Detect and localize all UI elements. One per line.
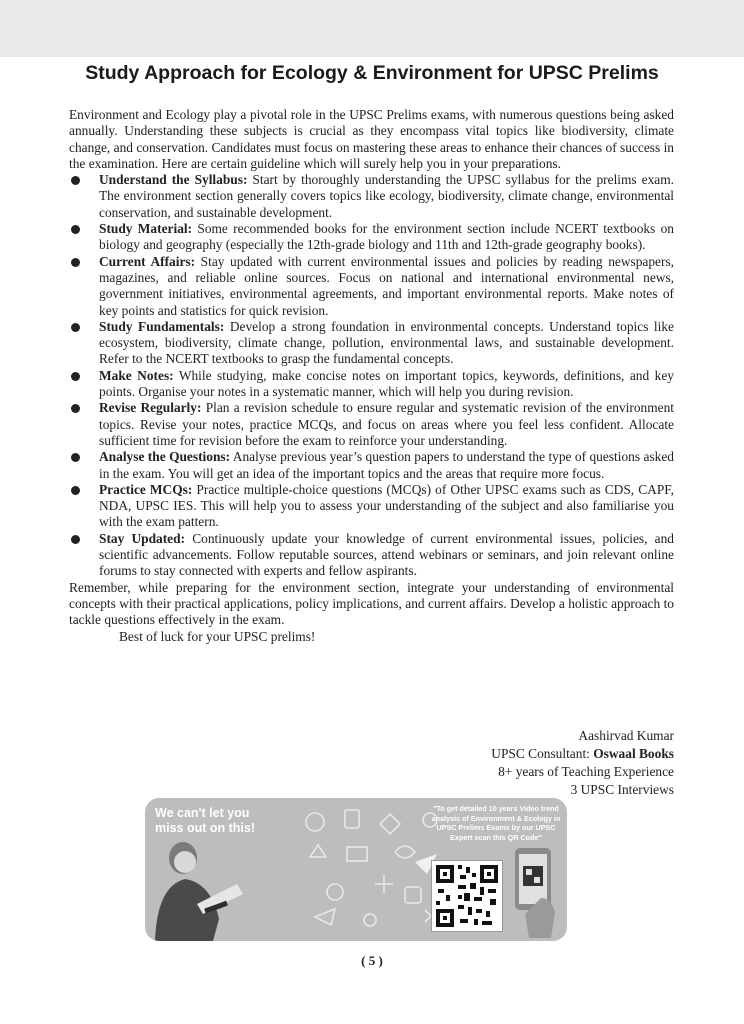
guideline-text: Start by thoroughly understanding the UPSC syllabus for the prelims exam. The environment section generally covers topics like ecology, biodiversity, climate change, environmental conservation, and sustainable development. bbox=[99, 172, 674, 220]
promo-headline-line2: miss out on this! bbox=[155, 821, 255, 835]
guideline-heading: Revise Regularly: bbox=[99, 400, 202, 416]
page-title: Study Approach for Ecology & Environment for UPSC Prelims bbox=[85, 62, 659, 84]
qr-promo-banner[interactable] bbox=[145, 798, 567, 941]
guideline-heading: Current Affairs: bbox=[99, 253, 196, 269]
bullet-icon bbox=[71, 176, 80, 185]
guideline-heading: Analyse the Questions: bbox=[99, 449, 231, 465]
guideline-text: While studying, make concise notes on important topics, keywords, definitions, and key points. Organise your notes in a systematic manner, which will help you during revision. bbox=[99, 367, 674, 400]
promo-headline-line1: We can't let you bbox=[155, 806, 250, 820]
qr-code-icon[interactable] bbox=[431, 860, 503, 932]
bullet-icon bbox=[71, 404, 80, 413]
guideline-item bbox=[69, 400, 674, 449]
guideline-heading: Make Notes: bbox=[99, 367, 174, 383]
guideline-item bbox=[69, 368, 674, 401]
bullet-icon bbox=[71, 323, 80, 332]
author-interviews: 3 UPSC Interviews bbox=[570, 782, 674, 797]
guideline-list bbox=[69, 172, 674, 579]
guideline-item bbox=[69, 172, 674, 221]
phone-scan-icon bbox=[505, 838, 565, 938]
article-body bbox=[69, 107, 674, 645]
bullet-icon bbox=[71, 225, 80, 234]
bullet-icon bbox=[71, 258, 80, 267]
bullet-icon bbox=[71, 486, 80, 495]
guideline-heading: Understand the Syllabus: bbox=[99, 172, 248, 188]
guideline-heading: Study Fundamentals: bbox=[99, 318, 225, 334]
guideline-text: Analyse previous year’s question papers to understand the type of questions asked in the exam. You will get an idea of the important topics and the areas that require more focus. bbox=[99, 449, 674, 481]
guideline-text: Stay updated with current environmental issues and policies by reading newspapers, magazines, and reliable online sources. Focus on national and international environmental news, government initiatives, environmental agreements, and important environmental reports. Make notes of key points and statistics for quick revision. bbox=[99, 253, 675, 318]
guideline-text: Develop a strong foundation in environmental concepts. Understand topics like ecosystem, biodiversity, climate change, pollution, environmental laws, and sustainable development. Refer to the NCERT textbooks to grasp the fundamental concepts. bbox=[99, 318, 674, 367]
author-organisation: Oswaal Books bbox=[593, 746, 674, 761]
author-role-prefix: UPSC Consultant: bbox=[491, 746, 594, 761]
promo-headline bbox=[155, 806, 275, 836]
guideline-text: Continuously update your knowledge of current environmental issues, policies, and scientific advancements. Follow reputable sources, attend webinars or seminars, and join relevant online forums to stay connected with experts and fellow aspirants. bbox=[99, 530, 674, 579]
author-role bbox=[491, 745, 674, 763]
qr-instruction-text: "To get detailed 10 years Video trend analysis of Environment & Ecology in UPSC Prelims Exams by our UPSC Expert scan this QR Code" bbox=[431, 804, 561, 842]
bullet-icon bbox=[71, 372, 80, 381]
reading-person-icon bbox=[145, 836, 255, 941]
closing-paragraph: Remember, while preparing for the environment section, integrate your understanding of environmental concepts with their practical applications, policy implications, and current affairs. Develop a holistic approach to tackle questions effectively in the exam. bbox=[69, 579, 674, 628]
signature-block bbox=[491, 727, 674, 799]
guideline-item bbox=[69, 254, 674, 319]
guideline-item bbox=[69, 449, 674, 482]
bullet-icon bbox=[71, 535, 80, 544]
guideline-item bbox=[69, 319, 674, 368]
guideline-item bbox=[69, 221, 674, 254]
guideline-heading: Study Material: bbox=[99, 221, 193, 237]
guideline-item bbox=[69, 482, 674, 531]
guideline-text: Plan a revision schedule to ensure regular and systematic revision of the environment topics. Revise your notes, practice MCQs, and focus on areas where you feel less confident. Allocate sufficient time for revision before the exam to reinforce your understanding. bbox=[99, 400, 674, 448]
author-name: Aashirvad Kumar bbox=[578, 728, 674, 743]
page-number: ( 5 ) bbox=[361, 953, 383, 968]
best-wishes: Best of luck for your UPSC prelims! bbox=[119, 628, 316, 644]
bullet-icon bbox=[71, 453, 80, 462]
top-band bbox=[0, 0, 744, 57]
guideline-item bbox=[69, 531, 674, 580]
guideline-heading: Practice MCQs: bbox=[99, 481, 193, 497]
intro-paragraph: Environment and Ecology play a pivotal role in the UPSC Prelims exams, with numerous questions being asked annually. Understanding these subjects is crucial as they encompass vital topics like biodiversity, climate change, and conservation. Candidates must focus on mastering these areas to enhance their chances of success in the examination. Here are certain guideline which will surely help you in your preparations. bbox=[69, 107, 674, 171]
guideline-heading: Stay Updated: bbox=[99, 530, 186, 546]
guideline-text: Practice multiple-choice questions (MCQs) of Other UPSC exams such as CDS, CAPF, NDA, UPSC IES. This will help you to assess your understanding of the subject and also familiarise you with the exam pattern. bbox=[99, 481, 675, 530]
author-experience: 8+ years of Teaching Experience bbox=[498, 764, 674, 779]
guideline-text: Some recommended books for the environment section include NCERT textbooks on biology and geography (especially the 12th-grade biology and 11th and 12th-grade geography books). bbox=[99, 221, 674, 253]
